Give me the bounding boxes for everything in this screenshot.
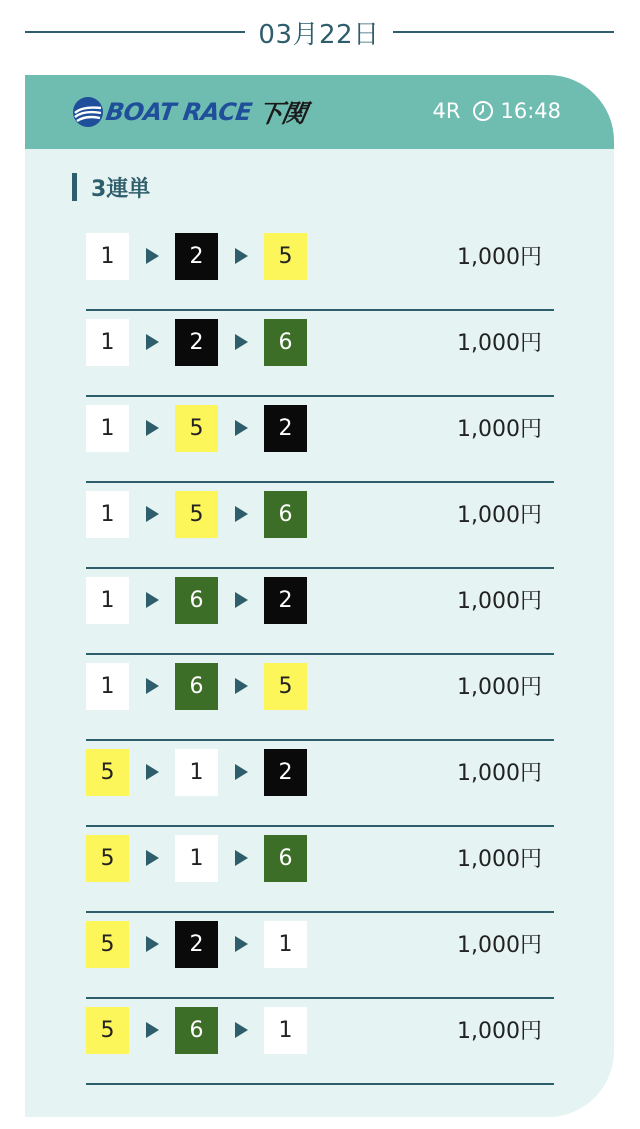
- arrow-right-icon: [146, 850, 159, 866]
- bet-row: [86, 311, 554, 397]
- third-place-lane: 2: [264, 405, 307, 452]
- first-place-lane: 5: [86, 1007, 129, 1054]
- boatrace-logo: [72, 94, 306, 130]
- bet-amount: 1,000円: [457, 1019, 542, 1044]
- bet-list: [86, 225, 554, 1085]
- arrow-right-icon: [235, 420, 248, 436]
- bet-amount: 1,000円: [457, 675, 542, 700]
- race-info: [433, 99, 561, 123]
- bet-type-heading: [72, 172, 150, 202]
- first-place-lane: 5: [86, 749, 129, 796]
- third-place-lane: 1: [264, 921, 307, 968]
- second-place-lane: 6: [175, 1007, 218, 1054]
- venue-name: 下関: [254, 99, 308, 128]
- arrow-right-icon: [146, 678, 159, 694]
- second-place-lane: 1: [175, 835, 218, 882]
- third-place-lane: 5: [264, 663, 307, 710]
- arrow-right-icon: [235, 936, 248, 952]
- date-label: 03月22日: [258, 20, 380, 50]
- third-place-lane: 6: [264, 319, 307, 366]
- bet-row: [86, 225, 554, 311]
- first-place-lane: 1: [86, 319, 129, 366]
- arrow-right-icon: [146, 506, 159, 522]
- first-place-lane: 1: [86, 233, 129, 280]
- bet-amount: 1,000円: [457, 761, 542, 786]
- third-place-lane: 5: [264, 233, 307, 280]
- third-place-lane: 2: [264, 749, 307, 796]
- bet-amount: 1,000円: [457, 417, 542, 442]
- second-place-lane: 2: [175, 233, 218, 280]
- arrow-right-icon: [146, 420, 159, 436]
- bet-type-label: 3連単: [91, 176, 151, 202]
- date-divider-right: [393, 31, 614, 33]
- arrow-right-icon: [146, 592, 159, 608]
- third-place-lane: 6: [264, 491, 307, 538]
- bet-row: [86, 913, 554, 999]
- third-place-lane: 1: [264, 1007, 307, 1054]
- logo-text: BOAT RACE: [104, 98, 254, 126]
- race-number: 4R: [432, 99, 461, 123]
- bet-row: [86, 741, 554, 827]
- bet-row: [86, 999, 554, 1085]
- arrow-right-icon: [235, 506, 248, 522]
- date-divider-left: [25, 31, 245, 33]
- arrow-right-icon: [235, 248, 248, 264]
- bet-row: [86, 397, 554, 483]
- second-place-lane: 2: [175, 319, 218, 366]
- boatrace-logo-icon: [72, 96, 104, 128]
- race-time: 16:48: [500, 99, 561, 123]
- bet-row: [86, 827, 554, 913]
- arrow-right-icon: [146, 334, 159, 350]
- first-place-lane: 5: [86, 921, 129, 968]
- second-place-lane: 5: [175, 491, 218, 538]
- first-place-lane: 1: [86, 663, 129, 710]
- arrow-right-icon: [146, 936, 159, 952]
- first-place-lane: 1: [86, 491, 129, 538]
- bet-card: [25, 75, 614, 1117]
- bet-row: [86, 655, 554, 741]
- bet-row: [86, 483, 554, 569]
- bet-row: [86, 569, 554, 655]
- second-place-lane: 6: [175, 577, 218, 624]
- date-header: [0, 0, 640, 66]
- second-place-lane: 6: [175, 663, 218, 710]
- bet-amount: 1,000円: [457, 589, 542, 614]
- heading-accent-bar: [72, 173, 77, 201]
- arrow-right-icon: [146, 764, 159, 780]
- arrow-right-icon: [235, 678, 248, 694]
- first-place-lane: 5: [86, 835, 129, 882]
- bet-amount: 1,000円: [457, 847, 542, 872]
- bet-amount: 1,000円: [457, 331, 542, 356]
- bet-amount: 1,000円: [457, 933, 542, 958]
- bet-amount: 1,000円: [457, 245, 542, 270]
- second-place-lane: 2: [175, 921, 218, 968]
- third-place-lane: 6: [264, 835, 307, 882]
- first-place-lane: 1: [86, 405, 129, 452]
- card-header: [25, 75, 614, 149]
- arrow-right-icon: [146, 248, 159, 264]
- arrow-right-icon: [235, 850, 248, 866]
- arrow-right-icon: [146, 1022, 159, 1038]
- third-place-lane: 2: [264, 577, 307, 624]
- arrow-right-icon: [235, 764, 248, 780]
- second-place-lane: 5: [175, 405, 218, 452]
- clock-icon: [472, 100, 494, 122]
- arrow-right-icon: [235, 334, 248, 350]
- arrow-right-icon: [235, 1022, 248, 1038]
- first-place-lane: 1: [86, 577, 129, 624]
- arrow-right-icon: [235, 592, 248, 608]
- second-place-lane: 1: [175, 749, 218, 796]
- bet-amount: 1,000円: [457, 503, 542, 528]
